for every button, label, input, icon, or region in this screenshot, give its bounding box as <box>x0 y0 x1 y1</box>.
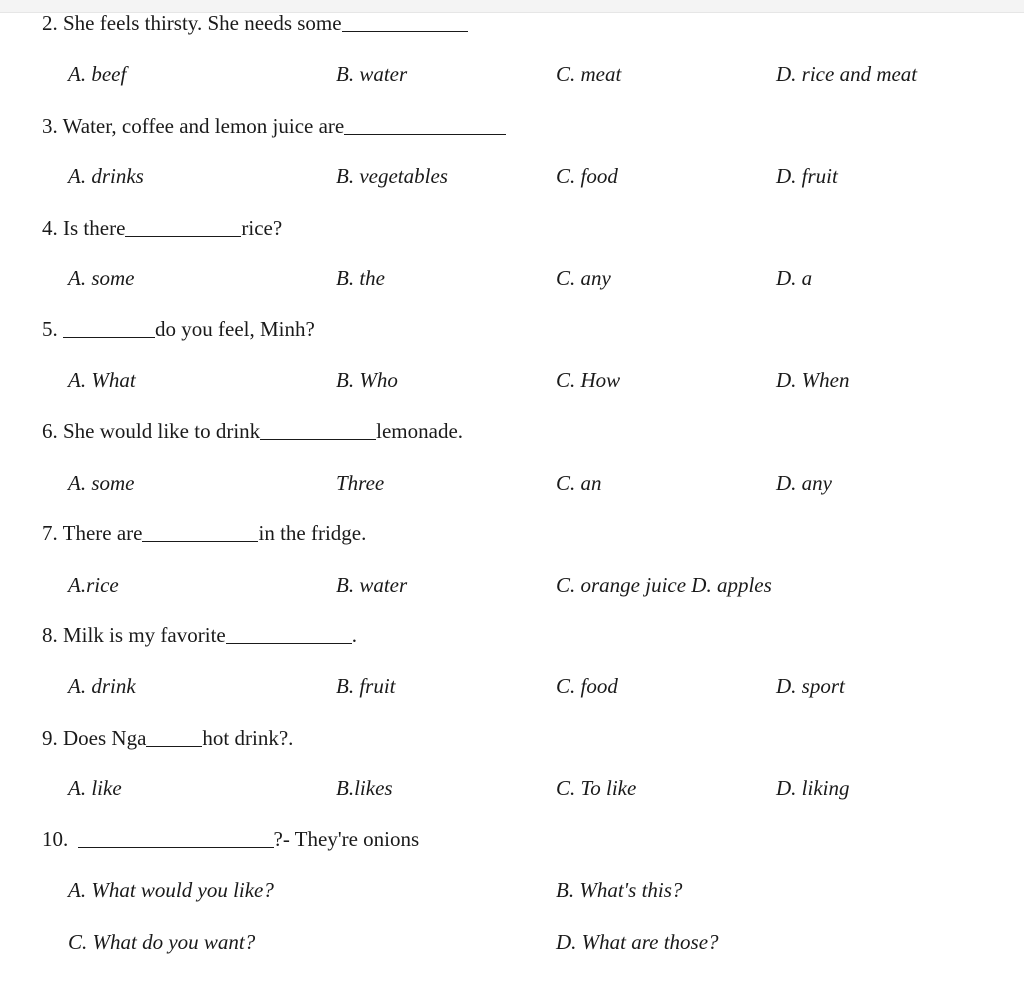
answer-blank <box>63 336 155 338</box>
option-d: D. fruit <box>776 164 838 188</box>
option-d: D. liking <box>776 776 850 800</box>
question-text: Does Nga <box>63 726 147 750</box>
question-text-after: ?- They're onions <box>273 827 420 851</box>
question-number: 10. <box>42 827 69 851</box>
question-number: 2. <box>42 11 58 35</box>
question-number: 3. <box>42 114 58 138</box>
question-text-after: hot drink?. <box>202 726 294 750</box>
option-c: C. any <box>556 266 611 290</box>
question-3 <box>42 116 506 137</box>
option-a: A. drinks <box>68 164 144 188</box>
answer-blank <box>146 745 202 747</box>
option-b: B. Who <box>336 368 398 392</box>
question-2 <box>42 13 468 34</box>
option-d: D. What are those? <box>556 930 719 954</box>
option-d: D. When <box>776 368 850 392</box>
option-b: B. water <box>336 62 408 86</box>
option-b: B. fruit <box>336 674 396 698</box>
question-text: She feels thirsty. She needs some <box>63 11 342 35</box>
option-c: C. How <box>556 368 621 392</box>
question-number: 6. <box>42 419 58 443</box>
question-7 <box>42 523 366 544</box>
question-number: 7. <box>42 521 58 545</box>
option-c: C. food <box>556 674 618 698</box>
question-text-after: lemonade. <box>376 419 464 443</box>
option-b: B. vegetables <box>336 164 448 188</box>
question-number: 8. <box>42 623 58 647</box>
question-number: 4. <box>42 216 58 240</box>
option-d: D. sport <box>776 674 845 698</box>
answer-blank <box>342 30 468 32</box>
answer-blank <box>142 540 258 542</box>
question-number: 9. <box>42 726 58 750</box>
question-text: Milk is my favorite <box>63 623 226 647</box>
option-a: A. beef <box>68 62 127 86</box>
answer-blank <box>226 642 352 644</box>
question-6 <box>42 421 463 442</box>
option-a: A.rice <box>68 573 119 597</box>
option-a: A. What <box>68 368 136 392</box>
option-c: C. What do you want? <box>68 930 256 954</box>
question-text-after: . <box>351 623 357 647</box>
option-b: B. What's this? <box>556 878 683 902</box>
option-d: D. any <box>776 471 832 495</box>
question-8 <box>42 625 357 646</box>
option-d: D. rice and meat <box>776 62 918 86</box>
option-a: A. What would you like? <box>68 878 274 902</box>
option-c: C. food <box>556 164 618 188</box>
question-10 <box>42 829 419 850</box>
option-a: A. like <box>68 776 122 800</box>
question-4 <box>42 218 282 239</box>
question-text: Is there <box>63 216 126 240</box>
option-b: B.likes <box>336 776 393 800</box>
option-c: C. To like <box>556 776 637 800</box>
answer-blank <box>125 235 241 237</box>
question-text: She would like to drink <box>63 419 261 443</box>
option-c: C. meat <box>556 62 622 86</box>
question-5 <box>42 319 315 340</box>
question-text-after: in the fridge. <box>258 521 367 545</box>
question-text: Water, coffee and lemon juice are <box>62 114 345 138</box>
option-a: A. some <box>68 266 135 290</box>
answer-blank <box>344 133 506 135</box>
option-c-d: C. orange juice D. apples <box>556 573 772 597</box>
option-b: Three <box>336 471 385 495</box>
question-text-after: do you feel, Minh? <box>155 317 315 341</box>
option-a: A. drink <box>68 674 136 698</box>
answer-blank <box>260 438 376 440</box>
answer-blank <box>78 846 274 848</box>
option-b: B. water <box>336 573 408 597</box>
question-number: 5. <box>42 317 58 341</box>
option-c: C. an <box>556 471 602 495</box>
option-a: A. some <box>68 471 135 495</box>
option-d: D. a <box>776 266 813 290</box>
option-b: B. the <box>336 266 385 290</box>
question-9 <box>42 728 293 749</box>
question-text: There are <box>62 521 143 545</box>
question-text-after: rice? <box>241 216 283 240</box>
